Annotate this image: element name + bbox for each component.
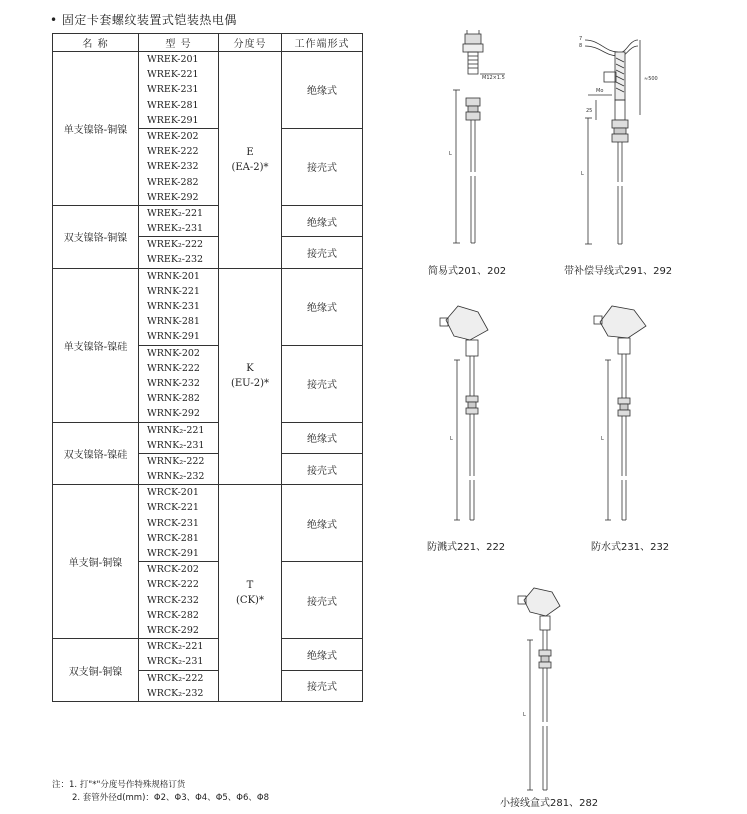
grade-line: (EA-2)* (231, 161, 269, 173)
dim-mo: Mo (596, 88, 604, 94)
grade-line: (EU-2)* (230, 378, 270, 390)
terminal-type-cell: 接壳式 (282, 237, 363, 268)
model-code: WRNK-201 (147, 270, 200, 282)
dim-25: 25 (586, 108, 593, 114)
model-code: WRNK₂-232 (147, 471, 205, 483)
model-code: WRNK-282 (147, 393, 200, 405)
header-model: 型 号 (139, 34, 219, 52)
model-code: WRCK₂-231 (147, 656, 204, 668)
figure-splash-drawing (440, 306, 488, 520)
model-code: WREK₂-231 (147, 223, 204, 235)
product-name-cell: 单支镍铬-铜镍 (53, 52, 139, 206)
model-code: WREK-221 (147, 69, 199, 81)
model-code: WRNK-281 (147, 316, 200, 328)
model-code: WRNK-291 (147, 331, 200, 343)
model-code: WRNK-202 (147, 347, 200, 359)
model-code: WRNK-222 (147, 362, 200, 374)
figure-water-drawing (594, 306, 646, 520)
model-code: WREK₂-221 (147, 207, 204, 219)
model-code: WRCK-292 (147, 624, 199, 636)
dim-thread: M12×1.5 (482, 75, 505, 81)
product-name-cell: 双支镍铬-铜镍 (53, 205, 139, 268)
terminal-type-cell: 绝缘式 (282, 205, 363, 236)
model-code: WRNK₂-222 (147, 455, 205, 467)
product-name-cell: 单支镍铬-镍硅 (53, 268, 139, 422)
terminal-type-cell: 绝缘式 (282, 268, 363, 345)
model-code: WREK-201 (147, 54, 199, 65)
caption-small: 小接线盒式281、282 (500, 798, 599, 809)
dim-l-comp: L (581, 171, 584, 177)
grade-line: T (246, 580, 254, 592)
model-code: WREK₂-232 (147, 254, 204, 266)
model-code: WREK-202 (147, 130, 199, 142)
model-code: WREK-292 (147, 191, 199, 203)
terminal-type-cell: 接壳式 (282, 562, 363, 639)
model-code: WRCK₂-221 (147, 641, 204, 653)
model-code: WREK-222 (147, 146, 199, 158)
terminal-type-cell: 绝缘式 (282, 485, 363, 562)
model-code: WREK₂-222 (147, 239, 204, 251)
figure-small-drawing (518, 588, 560, 790)
figure-comp-drawing (579, 36, 658, 244)
model-code: WRCK-221 (147, 502, 199, 514)
dim-8: 8 (579, 43, 583, 49)
model-code: WRCK-282 (147, 609, 199, 621)
note-1: 注：1. 打"*"分度号作特殊规格订货 (52, 780, 186, 790)
model-code: WREK-231 (147, 84, 199, 96)
model-code: WRNK₂-221 (147, 424, 205, 436)
model-code: WRCK₂-232 (147, 687, 204, 699)
product-name-cell: 双支镍铬-镍硅 (53, 422, 139, 485)
header-grade: 分度号 (219, 34, 282, 52)
terminal-type-cell: 接壳式 (282, 453, 363, 484)
product-name-cell: 双支铜-铜镍 (53, 639, 139, 702)
dim-l-simple: L (449, 151, 452, 157)
model-code: WRCK-281 (147, 532, 199, 544)
model-code: WRCK-222 (147, 579, 199, 591)
model-code: WRNK₂-231 (147, 439, 205, 451)
model-code: WRNK-221 (147, 285, 200, 297)
header-name: 名 称 (53, 34, 139, 52)
caption-comp: 带补偿导线式291、292 (564, 266, 673, 277)
model-code: WRCK-231 (147, 517, 199, 529)
grade-line: E (246, 146, 254, 158)
grade-line: K (246, 363, 254, 375)
terminal-type-cell: 接壳式 (282, 670, 363, 701)
caption-water: 防水式231、232 (591, 542, 670, 553)
terminal-type-cell: 接壳式 (282, 128, 363, 205)
dim-l-small: L (523, 712, 526, 718)
model-code: WRCK-201 (147, 487, 199, 499)
model-code: WRNK-232 (147, 377, 200, 389)
dim-l-water: L (601, 436, 604, 442)
caption-splash: 防溅式221、222 (427, 542, 506, 553)
terminal-type-cell: 绝缘式 (282, 422, 363, 453)
product-name-cell: 单支铜-铜镍 (53, 485, 139, 639)
model-code: WRCK-202 (147, 564, 199, 576)
model-code: WRCK-291 (147, 548, 199, 559)
model-code: WRNK-292 (147, 408, 200, 420)
dim-7: 7 (579, 36, 583, 42)
terminal-type-cell: 绝缘式 (282, 639, 363, 670)
header-terminal: 工作端形式 (282, 34, 363, 52)
model-code: WRCK₂-222 (147, 672, 204, 684)
caption-simple: 简易式201、202 (428, 266, 507, 277)
model-code: WREK-232 (147, 161, 199, 173)
terminal-type-cell: 绝缘式 (282, 52, 363, 129)
model-code: WRCK-232 (147, 594, 199, 606)
dim-500: ≈500 (644, 76, 658, 82)
page-title: • 固定卡套螺纹装置式铠装热电偶 (50, 13, 237, 27)
dim-l-splash: L (450, 436, 453, 442)
terminal-type-cell: 接壳式 (282, 345, 363, 422)
figure-simple-drawing (449, 30, 505, 243)
model-code: WREK-291 (147, 114, 199, 126)
grade-line: (CK)* (236, 595, 264, 607)
model-code: WRNK-231 (147, 301, 200, 312)
note-2: 2. 套管外径d(mm)：Φ2、Φ3、Φ4、Φ5、Φ6、Φ8 (72, 793, 269, 803)
model-code: WREK-281 (147, 99, 199, 111)
model-code: WREK-282 (147, 176, 199, 188)
